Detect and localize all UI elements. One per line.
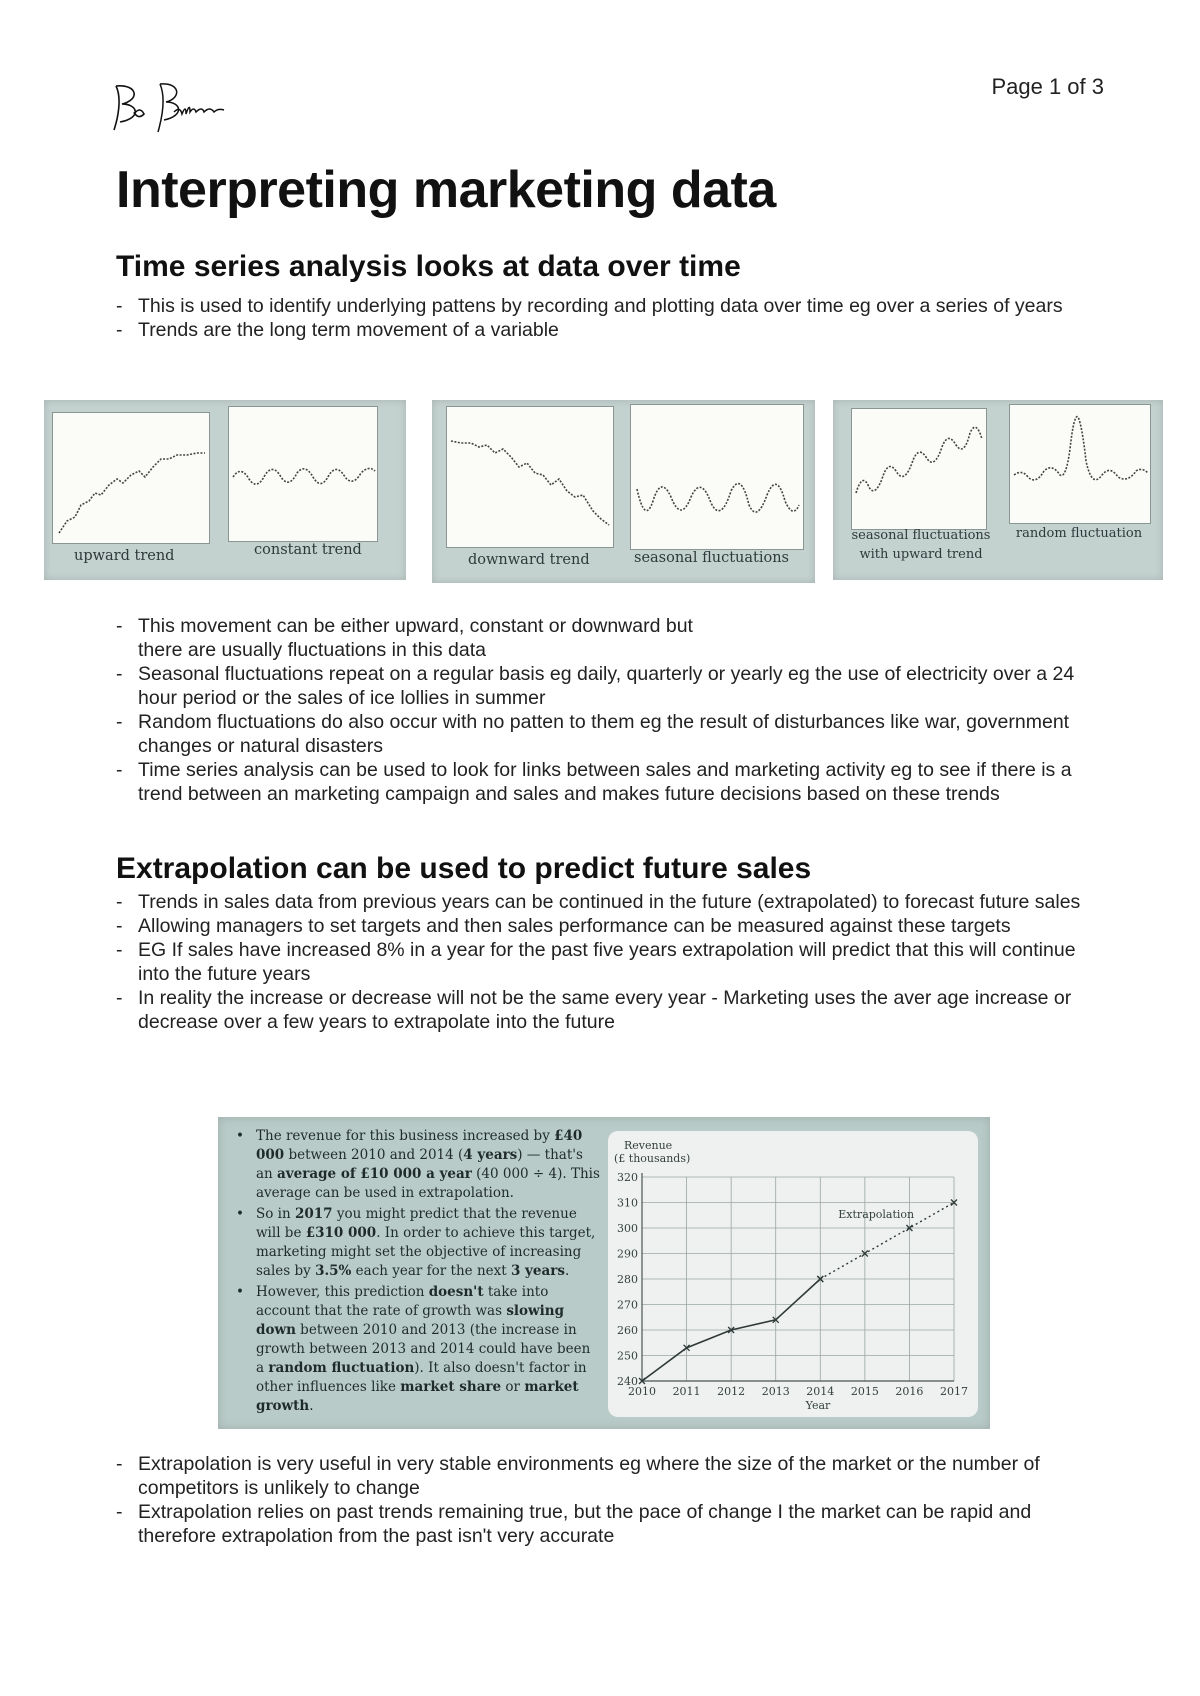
y-tick-label: 300	[617, 1222, 638, 1235]
y-tick-label: 320	[617, 1171, 638, 1184]
chart-annotation: Extrapolation	[838, 1207, 915, 1221]
bold-text: 3 years	[510, 1263, 565, 1279]
chart-xlabel: Year	[805, 1399, 831, 1412]
bold-text: random fluctuation	[268, 1360, 415, 1376]
section-heading-time-series: Time series analysis looks at data over time	[116, 250, 741, 283]
text-run: each year for the next	[351, 1263, 511, 1279]
y-tick-label: 250	[617, 1349, 638, 1363]
textbook-bullets	[232, 1127, 602, 1418]
list-item: - Seasonal fluctuations repeat on a regular basis eg daily, quarterly or yearly eg the use of electricity over a 24 hour period or the sales of ice lollies in summer	[114, 662, 1104, 710]
x-tick-label: 2016	[895, 1385, 924, 1398]
bold-text: £310 000	[305, 1225, 377, 1241]
extrapolation-textbook-figure	[218, 1117, 990, 1429]
list-item: - Random fluctuations do also occur with no patten to them eg the result of disturbances like war, government changes or natural disasters	[114, 710, 1104, 758]
bold-text: 4 years	[463, 1147, 518, 1163]
textbook-bullet	[232, 1205, 602, 1281]
chart-ylabel-line2: (£ thousands)	[614, 1152, 691, 1165]
bold-text: 2017	[294, 1206, 333, 1222]
list-item: - Extrapolation relies on past trends remaining true, but the pace of change I the market can be rapid and therefore extrapolation from the past isn't very accurate	[114, 1500, 1104, 1548]
chart-ylabel	[614, 1139, 690, 1165]
seasonal-upward-line	[852, 409, 986, 529]
bold-text: £40 000	[256, 1128, 583, 1163]
text-run: (40 000 ÷ 4). This average can be used in extrapolation.	[256, 1166, 600, 1201]
text-run: The revenue for this business increased by	[256, 1128, 555, 1144]
y-tick-label: 240	[617, 1375, 638, 1388]
list-item: - In reality the increase or decrease will not be the same every year - Marketing uses the aver age increase or decrease over a few years to extrapolate into the future	[114, 986, 1104, 1034]
list-item: - This movement can be either upward, constant or downward but there are usually fluctuations in this data	[114, 614, 1104, 662]
caption-downward-trend: downward trend	[468, 552, 590, 568]
list-item: - Trends are the long term movement of a variable	[114, 318, 1104, 342]
y-tick-label: 260	[617, 1324, 638, 1337]
seasonal-fluctuations-panel	[630, 404, 804, 550]
list-item: - Allowing managers to set targets and then sales performance can be measured against these targets	[114, 914, 1104, 938]
random-fluctuation-line	[1010, 405, 1150, 523]
text-run: ). It also doesn't factor in other influences like	[256, 1360, 587, 1395]
list-item: - Extrapolation is very useful in very stable environments eg where the size of the market or the number of competitors is unlikely to change	[114, 1452, 1104, 1500]
section-heading-extrapolation: Extrapolation can be used to predict future sales	[116, 852, 812, 885]
bold-text: doesn't	[428, 1284, 484, 1300]
extrapolation-list	[114, 890, 1104, 1034]
time-series-intro-list	[114, 294, 1104, 342]
text-run: you might predict that the revenue will be	[256, 1206, 577, 1241]
text-run: However, this prediction	[256, 1284, 429, 1300]
caption-random-fluctuation: random fluctuation	[1015, 526, 1143, 541]
page-number: Page 1 of 3	[991, 74, 1104, 99]
list-item: - This is used to identify underlying pattens by recording and plotting data over time eg over a series of years	[114, 294, 1104, 318]
text-run: . In order to achieve this target, marketing might set the objective of increasing sales by	[256, 1225, 596, 1279]
bold-text: slowing down	[256, 1303, 565, 1338]
page-title: Interpreting marketing data	[116, 161, 776, 219]
seasonal-fluctuations-line	[631, 405, 803, 549]
text-run: take into account that the rate of growth was	[256, 1284, 549, 1319]
list-item: - Time series analysis can be used to look for links between sales and marketing activity eg to see if there is a trend between an marketing campaign and sales and makes future decisions based on these trends	[114, 758, 1104, 806]
bold-text: 3.5%	[315, 1263, 352, 1279]
downward-trend-panel	[446, 406, 614, 548]
revenue-chart	[608, 1131, 978, 1417]
random-fluctuation-panel	[1009, 404, 1151, 524]
extrapolation-after-list	[114, 1452, 1104, 1548]
y-tick-label: 310	[617, 1196, 638, 1210]
y-tick-label: 270	[617, 1298, 638, 1312]
text-run: .	[309, 1398, 314, 1414]
trend-photo-1	[44, 400, 406, 580]
text-run: between 2010 and 2013 (the increase in growth between 2013 and 2014 could have been a	[256, 1322, 591, 1376]
text-run: ) — that's an	[256, 1147, 583, 1182]
bullet-dot: •	[236, 1284, 244, 1300]
text-run: So in	[256, 1206, 295, 1222]
constant-trend-panel	[228, 406, 378, 542]
bullet-dot: •	[236, 1206, 244, 1222]
chart-ylabel-line1: Revenue	[624, 1139, 673, 1152]
caption-constant-trend: constant trend	[254, 542, 362, 558]
x-tick-label: 2014	[806, 1385, 835, 1398]
text-run: .	[564, 1263, 570, 1279]
signature-image	[108, 78, 248, 138]
downward-trend-line	[447, 407, 613, 547]
list-item: - Trends in sales data from previous years can be continued in the future (extrapolated) to forecast future sales	[114, 890, 1104, 914]
textbook-bullet	[232, 1127, 602, 1203]
caption-upward-trend: upward trend	[74, 548, 175, 564]
revenue-chart-svg	[608, 1131, 978, 1417]
bold-text: market growth	[256, 1379, 579, 1414]
x-tick-label: 2017	[940, 1385, 968, 1398]
bullet-dot: •	[236, 1128, 244, 1144]
upward-trend-panel	[52, 412, 210, 544]
y-tick-label: 280	[617, 1273, 638, 1286]
bold-text: average of £10 000 a year	[277, 1166, 472, 1182]
text-run: between 2010 and 2014 (	[284, 1147, 464, 1163]
seasonal-upward-panel	[851, 408, 987, 530]
time-series-detail-list	[114, 614, 1104, 806]
x-tick-label: 2015	[850, 1385, 879, 1398]
text-run: or	[501, 1379, 525, 1395]
upward-trend-line	[53, 413, 209, 543]
textbook-bullet	[232, 1283, 602, 1416]
caption-seasonal-upward-trend: seasonal fluctuations with upward trend	[851, 528, 991, 562]
list-item: - EG If sales have increased 8% in a year for the past five years extrapolation will predict that this will continue into the future years	[114, 938, 1104, 986]
x-tick-label: 2011	[672, 1385, 701, 1398]
y-tick-label: 290	[617, 1247, 638, 1261]
trend-photo-3	[833, 400, 1163, 580]
x-tick-label: 2012	[717, 1385, 746, 1398]
caption-seasonal-fluctuations: seasonal fluctuations	[634, 550, 789, 566]
x-tick-label: 2013	[761, 1385, 790, 1398]
trend-photo-2	[432, 400, 815, 583]
constant-trend-line	[229, 407, 377, 541]
bold-text: market share	[400, 1379, 502, 1395]
x-tick-label: 2010	[628, 1385, 656, 1398]
